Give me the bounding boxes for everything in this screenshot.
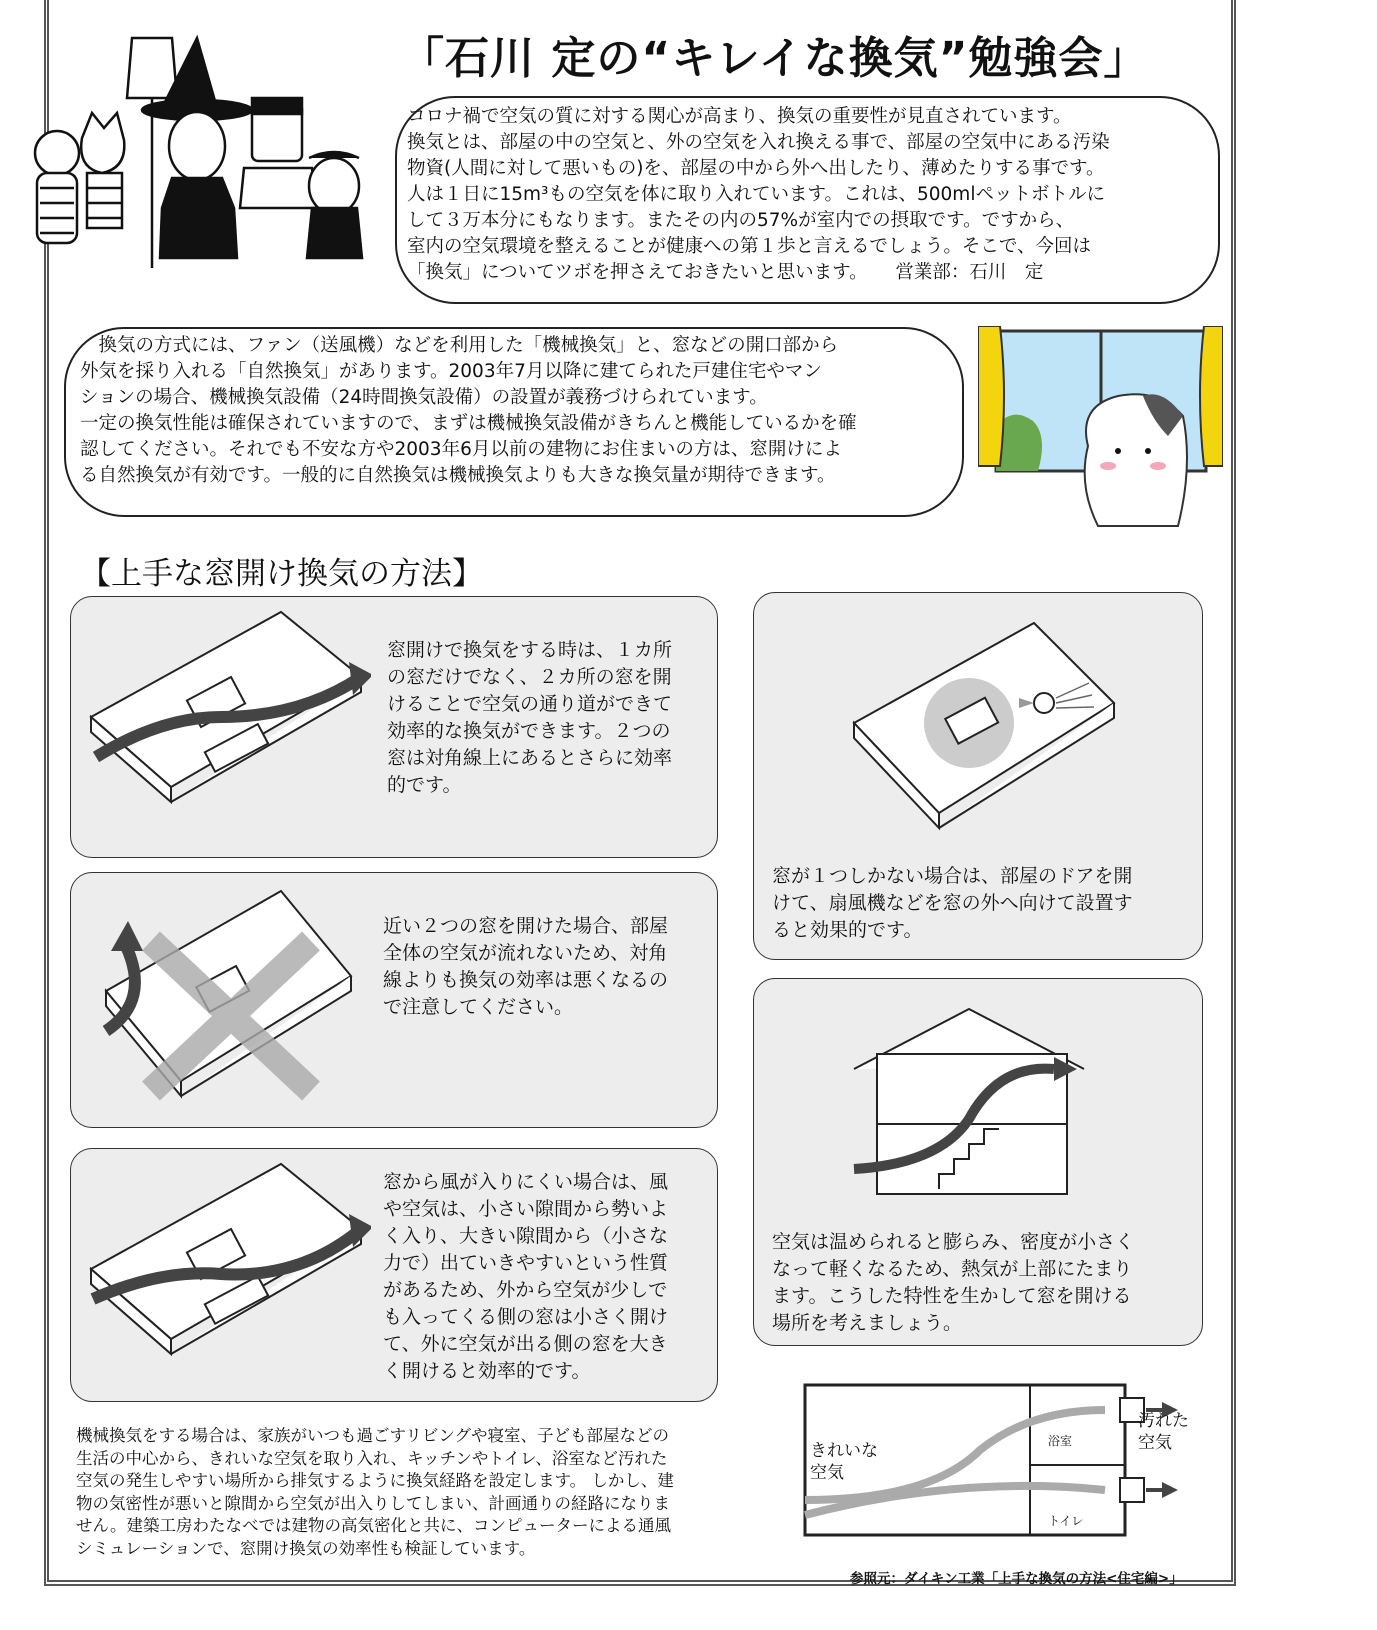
- section-title: 【上手な窓開け換気の方法】: [80, 556, 483, 592]
- intro-line: コロナ禍で空気の質に対する関心が高まり、換気の重要性が見直されています。: [407, 106, 1072, 127]
- room-diagram-fan: [844, 603, 1134, 853]
- tip-text-one-window: 窓が１つしかない場合は、部屋のドアを開 けて、扇風機などを窓の外へ向けて設置す ると効果的です。: [772, 865, 1133, 941]
- method-line: 外気を採り入れる「自然換気」があります。2003年7月以降に建てられた戸建住宅やマン: [80, 361, 822, 382]
- method-line: 換気の方式には、ファン（送風機）などを利用した「機械換気」と、窓などの開口部から: [80, 335, 839, 356]
- intro-line: 「換気」についてツボを押さえておきたいと思います。 営業部：石川 定: [407, 262, 1044, 283]
- window-cat-illustration: [978, 326, 1223, 556]
- tip-text-diagonal: 窓開けで換気をする時は、１カ所 の窓だけでなく、２カ所の窓を開 けることで空気の通り道ができて 効率的な換気ができます。２つの 窓は対角線上にあるとさらに効率 的です。: [387, 639, 673, 796]
- tip-text-warm-air: 空気は温められると膨らみ、密度が小さく なって軽くなるため、熱気が上部にたまり ます。こうした特性を生かして窓を開ける 場所を考えましょう。: [772, 1231, 1135, 1334]
- toilet-label: トイレ: [1048, 1514, 1084, 1528]
- tip-card-diagonal-windows: [70, 596, 718, 858]
- tip-text-small-opening: 窓から風が入りにくい場合は、風 や空気は、小さい隙間から勢いよ く入り、大きい隙間から（小さな 力で）出ていきやすいという性質 があるため、外から空気が少しで も入ってくる側の窓は小さく開け て、外に空気が出る側の窓を大き く開けると効率的です。: [383, 1171, 669, 1382]
- page-title: 「石川 定の“キレイな換気”勉強会」: [400, 33, 1149, 84]
- dirty-air-label: 汚れた 空気: [1138, 1411, 1189, 1453]
- tip-card-small-opening: [70, 1148, 718, 1402]
- intro-line: 換気とは、部屋の中の空気と、外の空気を入れ換える事で、部屋の空気中にある汚染: [407, 132, 1110, 153]
- method-line: 認してください。それでも不安な方や2003年6月以前の建物にお住まいの方は、窓開けによ: [80, 439, 842, 460]
- tip-card-near-windows: [70, 872, 718, 1128]
- intro-line: 物資(人間に対して悪いもの)を、部屋の中から外へ出したり、薄めたりする事です。: [407, 158, 1105, 179]
- mechanical-ventilation-text: 機械換気をする場合は、家族がいつも過ごすリビングや寝室、子ども部屋などの 生活の中心から、きれいな空気を取り入れ、キッチンやトイレ、浴室など汚れた 空気の発生しやすい場所から排気するように換気経路を設定します。 しかし、建 物の気密性が悪いと隙間から空気が出入りしてしまい、計画通りの経路になりま せん。建築工房わたなべでは建物の高気密化と共に、コンピューターによる通風 シミュレーションで、窓開け換気の効率性も検証しています。: [76, 1426, 674, 1558]
- tip-text-near: 近い２つの窓を開けた場合、部屋 全体の空気が流れないため、対角 線よりも換気の効率は悪くなるの で注意してください。: [383, 915, 669, 1018]
- room-diagram-small-opening: [81, 1159, 371, 1399]
- method-line: ションの場合、機械換気設備（24時間換気設備）の設置が義務づけられています。: [80, 387, 768, 408]
- tip-card-warm-air: [753, 978, 1203, 1346]
- room-diagram-near: [81, 881, 371, 1121]
- clean-air-label: きれいな 空気: [810, 1441, 878, 1483]
- intro-line: して３万本分にもなります。またその内の57%が室内での摂取です。ですから、: [407, 210, 1075, 231]
- method-line: る自然換気が有効です。一般的に自然換気は機械換気よりも大きな換気量が期待できます。: [80, 465, 836, 486]
- intro-speech-bubble: [395, 96, 1220, 304]
- halloween-characters-illustration: [12, 28, 372, 278]
- floor-plan-diagram: [800, 1380, 1210, 1540]
- bath-label: 浴室: [1048, 1434, 1073, 1448]
- room-diagram-diagonal: [81, 607, 371, 847]
- tip-card-one-window: [753, 592, 1203, 960]
- intro-line: 人は１日に15m³もの空気を体に取り入れています。これは、500mlペットボトルに: [407, 184, 1105, 205]
- method-line: 一定の換気性能は確保されていますので、まずは機械換気設備がきちんと機能しているかを確: [80, 413, 857, 434]
- intro-line: 室内の空気環境を整えることが健康への第１歩と言えるでしょう。そこで、今回は: [407, 236, 1091, 257]
- method-speech-bubble: [64, 327, 964, 517]
- reference-source: 参照元：ダイキン工業「上手な換気の方法<住宅編>」: [850, 1571, 1183, 1587]
- house-section-diagram: [849, 999, 1109, 1199]
